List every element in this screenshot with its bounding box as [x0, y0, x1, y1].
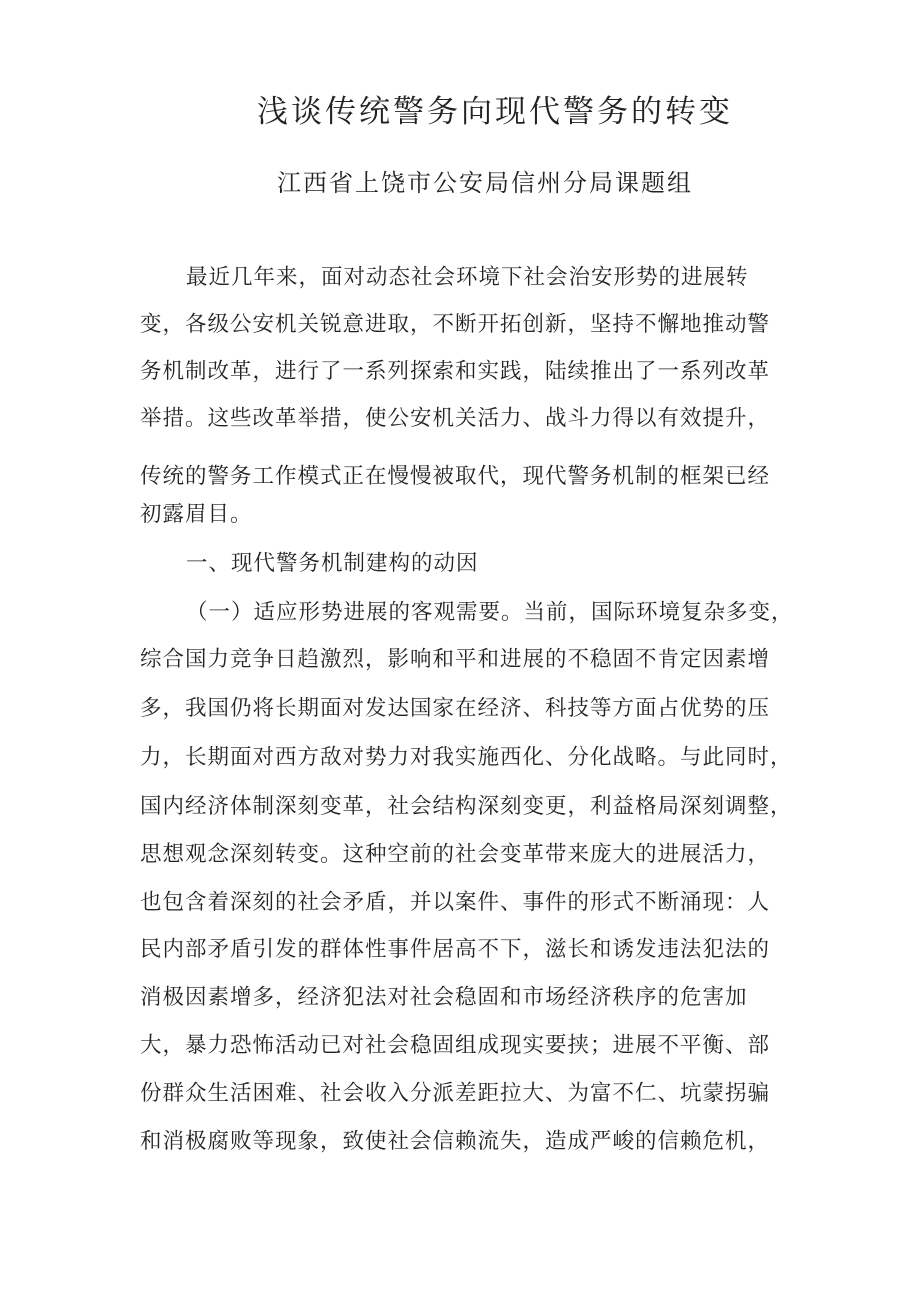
body-line: 和消极腐败等现象，致使社会信赖流失，造成严峻的信赖危机， — [140, 1129, 771, 1154]
body-line: 思想观念深刻转变。这种空前的社会变革带来庞大的进展活力， — [140, 842, 771, 867]
body-line: 最近几年来，面对动态社会环境下社会治安形势的进展转 — [186, 265, 749, 290]
body-line: 力，长期面对西方敌对势力对我实施西化、分化战略。与此同时， — [140, 745, 793, 770]
body-line: 综合国力竞争日趋激烈，影响和平和进展的不稳固不肯定因素增 — [140, 647, 771, 672]
body-line: 大，暴力恐怖活动已对社会稳固组成现实要挟；进展不平衡、部 — [140, 1033, 771, 1058]
body-line: 也包含着深刻的社会矛盾，并以案件、事件的形式不断涌现：人 — [140, 890, 771, 915]
document-author: 江西省上饶市公安局信州分局课题组 — [277, 169, 693, 197]
document-title: 浅谈传统警务向现代警务的转变 — [257, 94, 733, 130]
body-line: 消极因素增多，经济犯法对社会稳固和市场经济秩序的危害加 — [140, 985, 748, 1010]
section-heading: 一、现代警务机制建构的动因 — [186, 551, 479, 576]
body-line: 份群众生活困难、社会收入分派差距拉大、为富不仁、坑蒙拐骗 — [140, 1081, 771, 1106]
body-line: 多，我国仍将长期面对发达国家在经济、科技等方面占优势的压 — [140, 696, 771, 721]
body-line: 初露眉目。 — [140, 502, 253, 527]
body-line: 传统的警务工作模式正在慢慢被取代，现代警务机制的框架已经 — [140, 464, 771, 489]
body-line: 务机制改革，进行了一系列探索和实践，陆续推出了一系列改革 — [140, 359, 771, 384]
body-line: （一）适应形势进展的客观需要。当前，国际环境复杂多变， — [186, 600, 794, 625]
body-line: 民内部矛盾引发的群体性事件居高不下，滋长和诱发违法犯法的 — [140, 937, 771, 962]
body-line: 举措。这些改革举措，使公安机关活力、战斗力得以有效提升， — [140, 406, 771, 431]
body-line: 变，各级公安机关锐意进取，不断开拓创新，坚持不懈地推动警 — [140, 312, 771, 337]
body-line: 国内经济体制深刻变革，社会结构深刻变更，利益格局深刻调整， — [140, 794, 793, 819]
